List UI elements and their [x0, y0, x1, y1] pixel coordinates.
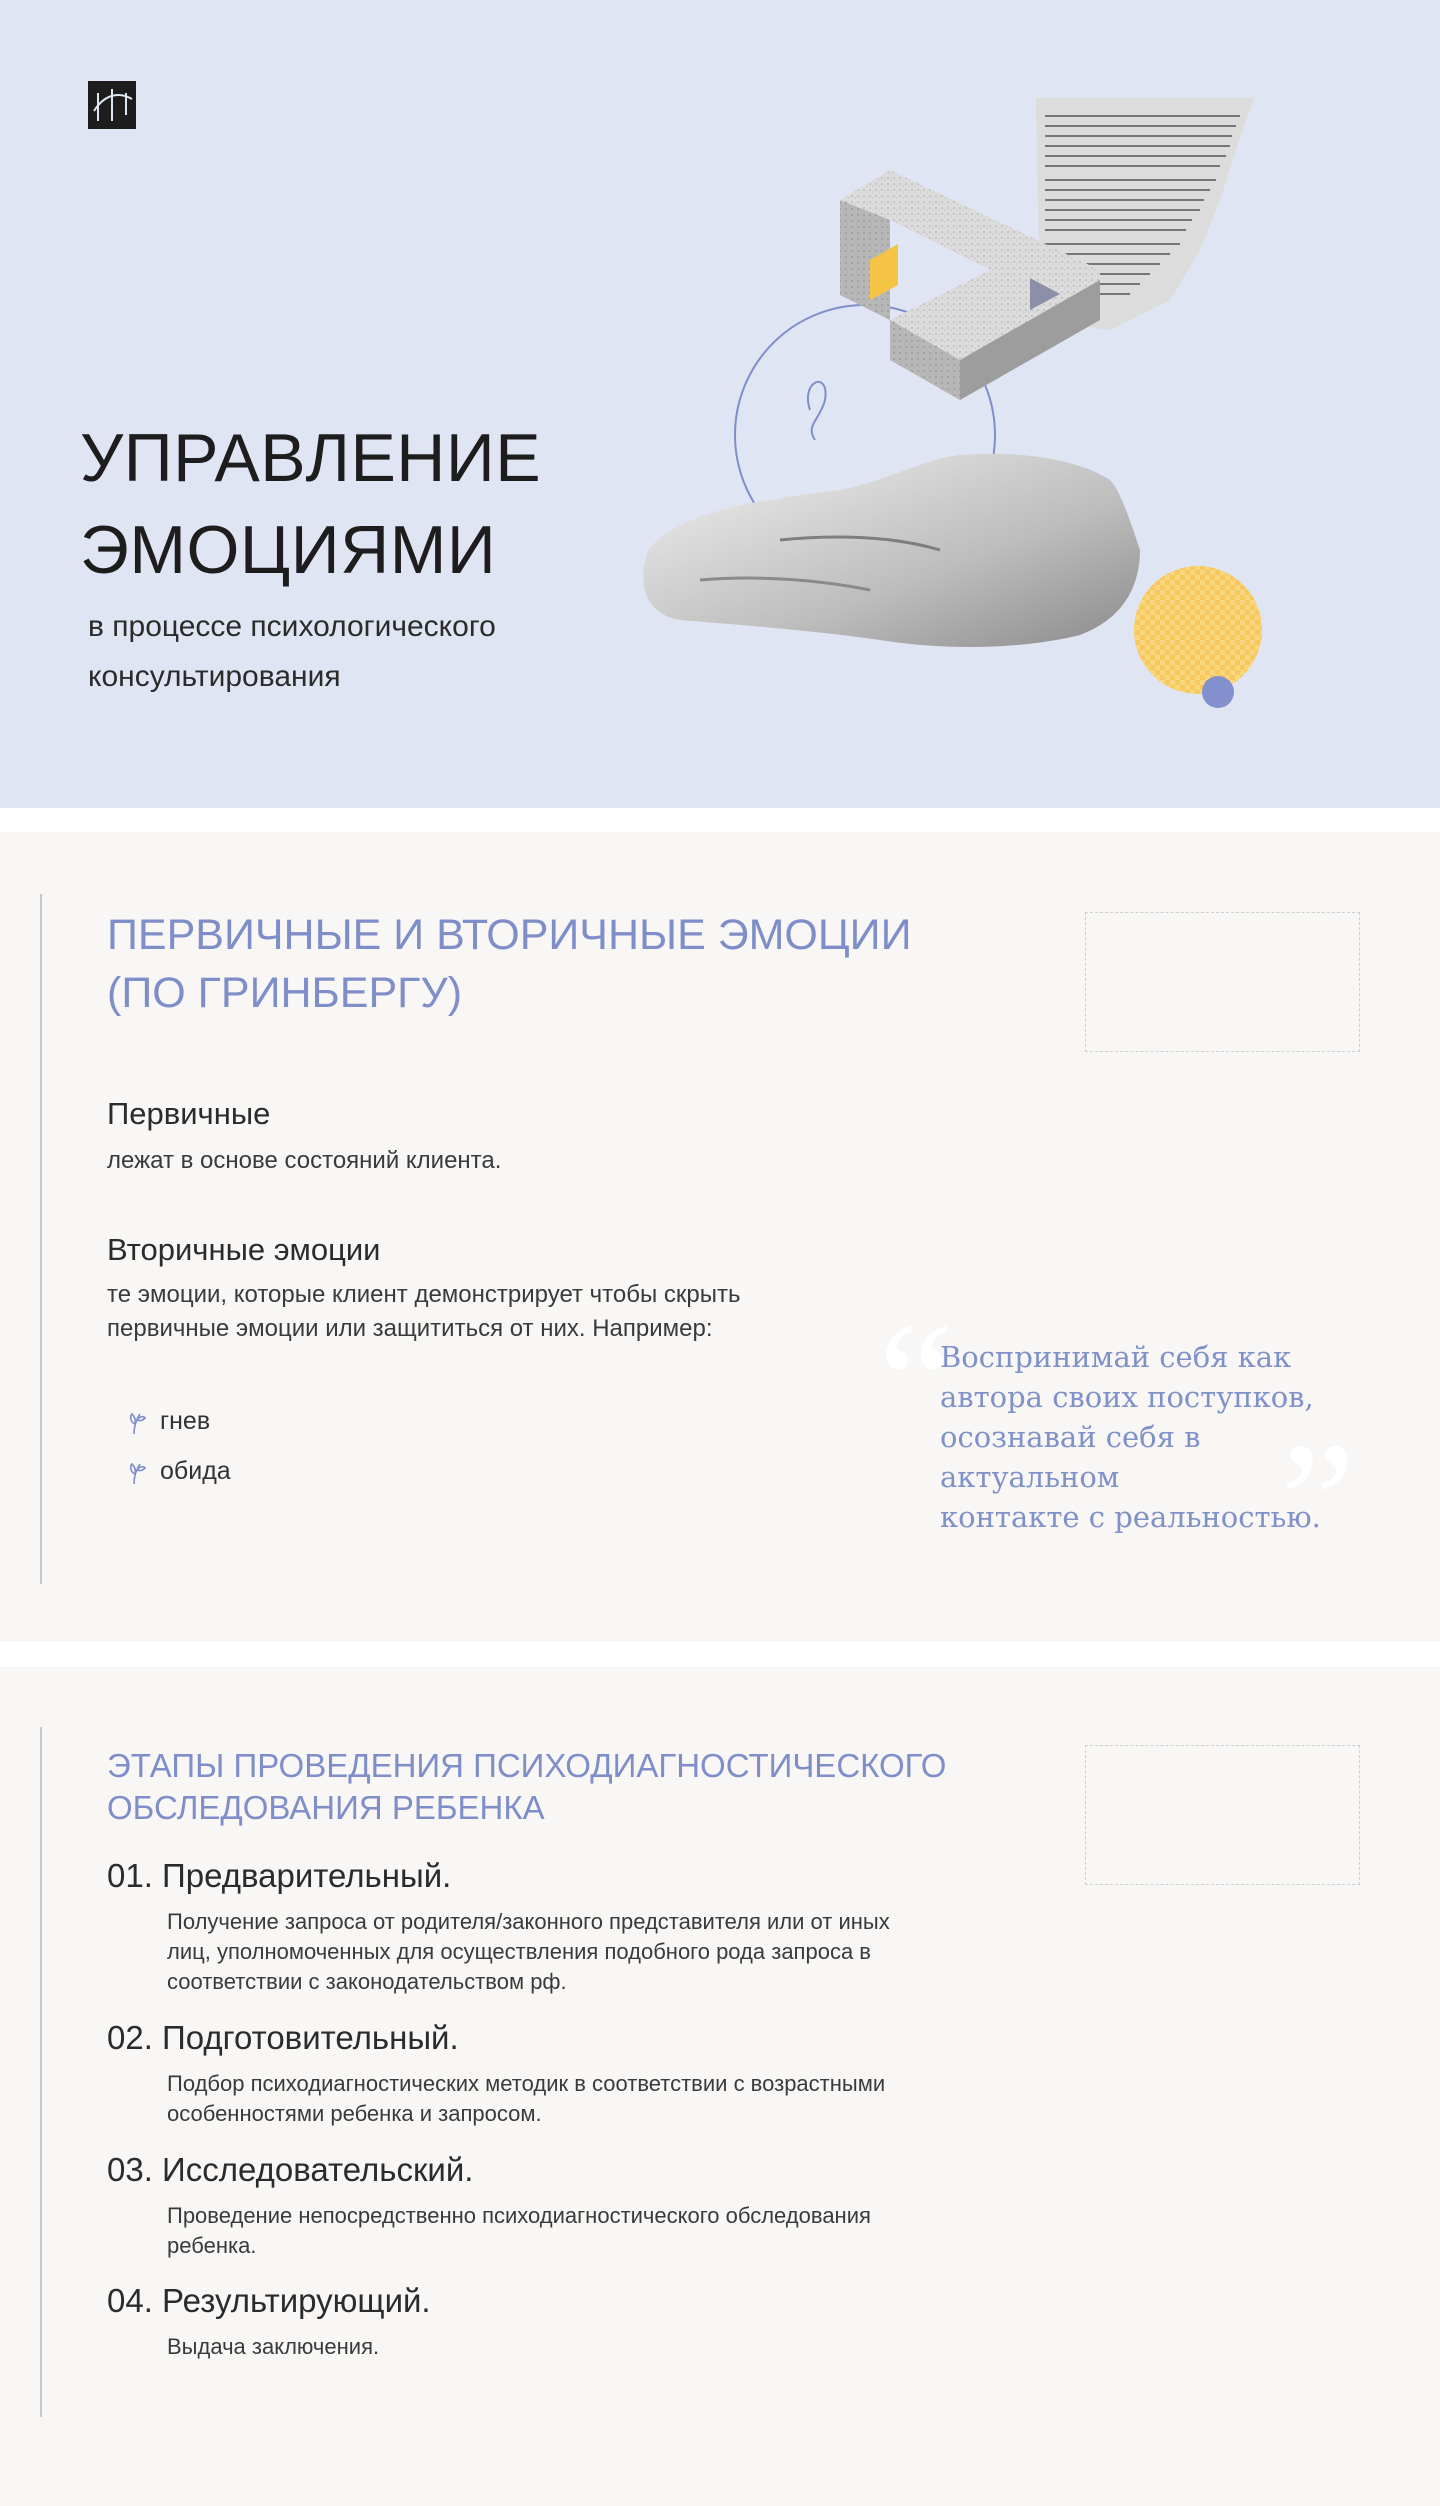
page-subtitle-line-1: в процессе психологического	[88, 610, 496, 643]
stage-title: 03. Исследовательский.	[107, 2151, 474, 2188]
secondary-emotions-text	[107, 1278, 741, 1346]
stage-description-line: ребенка.	[167, 2233, 257, 2258]
emotions-section	[0, 832, 1440, 1642]
image-placeholder	[1085, 1745, 1360, 1885]
emotions-section-title	[107, 906, 1007, 1022]
page-subtitle	[88, 602, 608, 702]
sprout-icon	[126, 1456, 148, 1486]
page-title-line-1: УПРАВЛЕНИЕ	[80, 420, 542, 496]
secondary-emotions-heading: Вторичные эмоции	[107, 1232, 381, 1267]
stage-description	[167, 2201, 1027, 2261]
list-item	[126, 1456, 231, 1486]
hero-section	[0, 0, 1440, 808]
list-item-label: гнев	[160, 1406, 211, 1435]
list-item-label: обида	[160, 1456, 231, 1485]
primary-emotions-heading: Первичные	[107, 1096, 271, 1131]
quote-text	[940, 1337, 1380, 1537]
list-item	[126, 1406, 210, 1436]
hero-illustration	[640, 80, 1280, 720]
stage-description	[167, 2332, 1027, 2362]
stage-title: 04. Результирующий.	[107, 2282, 431, 2319]
stage-description-line: Проведение непосредственно психодиагностического обследования	[167, 2203, 871, 2228]
stage-description	[167, 1907, 1027, 1997]
image-placeholder	[1085, 912, 1360, 1052]
stages-section	[0, 1667, 1440, 2506]
stage-description-line: Подбор психодиагностических методик в соответствии с возрастными	[167, 2071, 886, 2096]
quote-line: осознавай себя в актуальном	[940, 1420, 1201, 1494]
quote-block	[878, 1288, 1380, 1596]
quote-line: контакте с реальностью.	[940, 1500, 1321, 1534]
stage-description-line: лиц, уполномоченных для осуществления подобного рода запроса в	[167, 1939, 871, 1964]
sprout-icon	[126, 1406, 148, 1436]
stage-description-line: соответствии с законодательством рф.	[167, 1969, 567, 1994]
stage-description-line: Получение запроса от родителя/законного представителя или от иных	[167, 1909, 890, 1934]
stage-description-line: Выдача заключения.	[167, 2334, 380, 2359]
quote-line: Воспринимай себя как	[940, 1340, 1292, 1374]
primary-emotions-text: лежат в основе состояний клиента.	[107, 1147, 502, 1174]
quote-line: автора своих поступков,	[940, 1380, 1314, 1414]
close-quote-icon: ”	[1280, 1408, 1356, 1596]
page-subtitle-line-2: консультирования	[88, 660, 341, 693]
page-title	[80, 412, 541, 596]
secondary-text-line-1: те эмоции, которые клиент демонстрирует чтобы скрыть	[107, 1281, 741, 1308]
secondary-text-line-2: первичные эмоции или защититься от них. Например:	[107, 1315, 713, 1342]
page-title-line-2: ЭМОЦИЯМИ	[80, 512, 497, 588]
section-divider-line	[40, 1727, 42, 2417]
open-quote-icon: “	[878, 1288, 954, 1476]
section-divider-line	[40, 894, 42, 1584]
stages-title-line-1: ЭТАПЫ ПРОВЕДЕНИЯ ПСИХОДИАГНОСТИЧЕСКОГО	[107, 1747, 947, 1784]
stage-description-line: особенностями ребенка и запросом.	[167, 2101, 542, 2126]
brand-logo-icon[interactable]	[88, 81, 136, 129]
stage-title: 01. Предварительный.	[107, 1857, 452, 1894]
stage-description	[167, 2069, 1027, 2129]
stage-title: 02. Подготовительный.	[107, 2019, 459, 2056]
stages-title-line-2: ОБСЛЕДОВАНИЯ РЕБЕНКА	[107, 1789, 545, 1826]
emotions-title-line-2: (ПО ГРИНБЕРГУ)	[107, 969, 463, 1017]
stages-section-title	[107, 1745, 1007, 1829]
emotions-title-line-1: ПЕРВИЧНЫЕ И ВТОРИЧНЫЕ ЭМОЦИИ	[107, 911, 912, 959]
